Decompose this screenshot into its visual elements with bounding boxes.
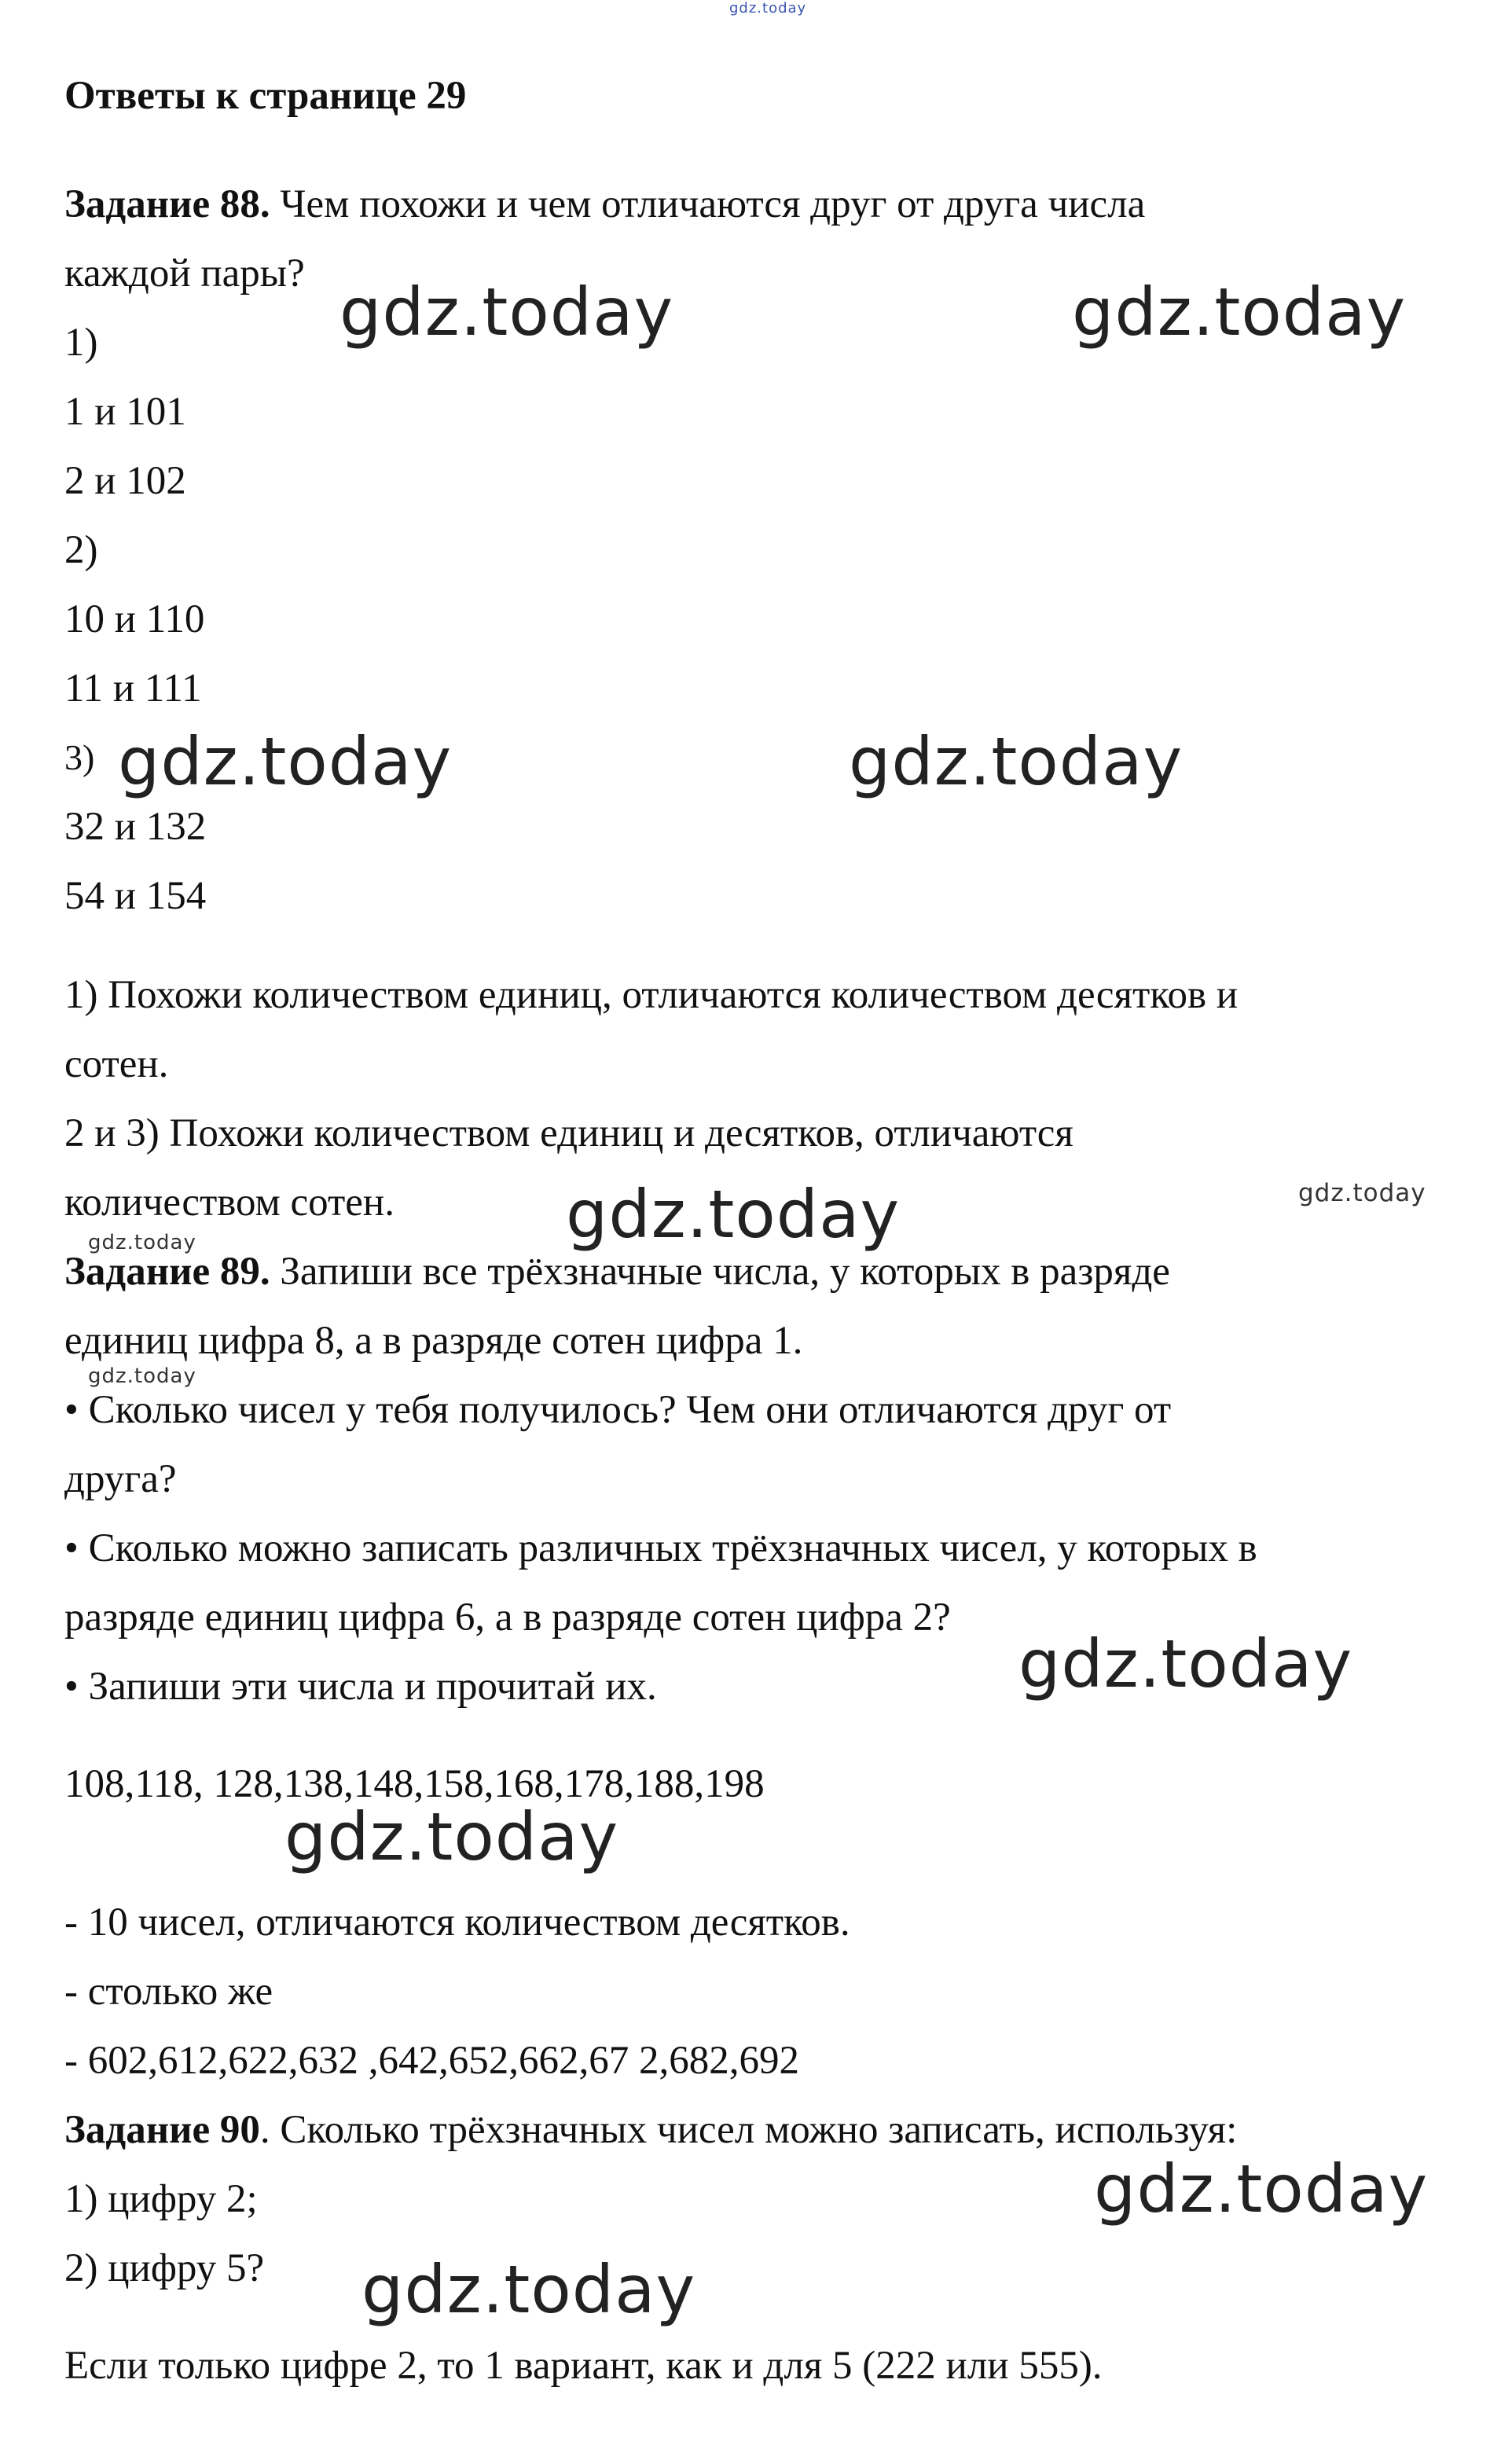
task89-answer: - столько же bbox=[64, 1970, 273, 2014]
task88-answer: 1) Похожи количеством единиц, отличаются количеством десятков и bbox=[64, 973, 1239, 1017]
task88-item: 3) bbox=[64, 737, 95, 777]
task88-item: 10 и 110 bbox=[64, 597, 205, 641]
task88-item: 54 и 154 bbox=[64, 874, 207, 918]
task88-question-line2: каждой пары? bbox=[64, 252, 305, 296]
task88-question-line1 bbox=[64, 170, 1145, 239]
task88-item: 11 и 111 bbox=[64, 667, 202, 711]
watermark: gdz.today bbox=[1094, 2150, 1429, 2227]
task89-title: Задание 89. bbox=[64, 1250, 270, 1294]
watermark: gdz.today bbox=[1018, 1625, 1353, 1702]
watermark: gdz.today bbox=[118, 723, 453, 800]
task89-numbers: 108,118, 128,138,148,158,168,178,188,198 bbox=[64, 1762, 765, 1806]
task89-question-text: Запиши все трёхзначные числа, у которых в разряде bbox=[270, 1250, 1170, 1294]
task88-item: 2 и 102 bbox=[64, 459, 186, 503]
task88-question-text: Чем похожи и чем отличаются друг от друга числа bbox=[270, 182, 1146, 226]
watermark: gdz.today bbox=[566, 1176, 901, 1253]
task89-line: единиц цифра 8, а в разряде сотен цифра 1. bbox=[64, 1319, 803, 1363]
task89-answer: - 602,612,622,632 ,642,652,662,67 2,682,692 bbox=[64, 2039, 799, 2083]
watermark-small: gdz.today bbox=[88, 1364, 196, 1388]
page-title: Ответы к странице 29 bbox=[64, 74, 467, 118]
task89-line: • Запиши эти числа и прочитай их. bbox=[64, 1665, 657, 1709]
task88-answer: сотен. bbox=[64, 1042, 169, 1086]
watermark-top: gdz.today bbox=[729, 0, 807, 17]
task89-line: • Сколько можно записать различных трёхзначных чисел, у которых в bbox=[64, 1526, 1257, 1570]
watermark: gdz.today bbox=[284, 1798, 619, 1875]
task89-line: разряде единиц цифра 6, а в разряде сотен цифра 2? bbox=[64, 1596, 951, 1640]
watermark: gdz.today bbox=[849, 723, 1184, 800]
watermark: gdz.today bbox=[339, 274, 674, 351]
task90-question-line1 bbox=[64, 2095, 1237, 2165]
watermark-small: gdz.today bbox=[88, 1231, 196, 1254]
task88-item: 1 и 101 bbox=[64, 390, 186, 434]
task88-item: 1) bbox=[64, 321, 98, 365]
task90-line: 2) цифру 5? bbox=[64, 2246, 265, 2290]
task88-answer: количеством сотен. bbox=[64, 1181, 395, 1225]
watermark: gdz.today bbox=[1072, 274, 1407, 351]
task90-line: 1) цифру 2; bbox=[64, 2177, 258, 2221]
task90-answer: Если только цифре 2, то 1 вариант, как и для 5 (222 или 555). bbox=[64, 2344, 1103, 2388]
task89-line: • Сколько чисел у тебя получилось? Чем они отличаются друг от bbox=[64, 1388, 1172, 1432]
task90-title: Задание 90 bbox=[64, 2108, 260, 2152]
task88-title: Задание 88. bbox=[64, 182, 270, 226]
task88-item: 2) bbox=[64, 528, 98, 572]
task90-question-text: . Сколько трёхзначных чисел можно записать, используя: bbox=[259, 2108, 1238, 2152]
task89-answer: - 10 чисел, отличаются количеством десятков. bbox=[64, 1900, 850, 1944]
task89-line: друга? bbox=[64, 1457, 177, 1501]
watermark: gdz.today bbox=[361, 2251, 696, 2328]
watermark-small: gdz.today bbox=[1298, 1179, 1426, 1207]
task88-item: 32 и 132 bbox=[64, 805, 207, 849]
task88-answer: 2 и 3) Похожи количеством единиц и десятков, отличаются bbox=[64, 1111, 1073, 1155]
